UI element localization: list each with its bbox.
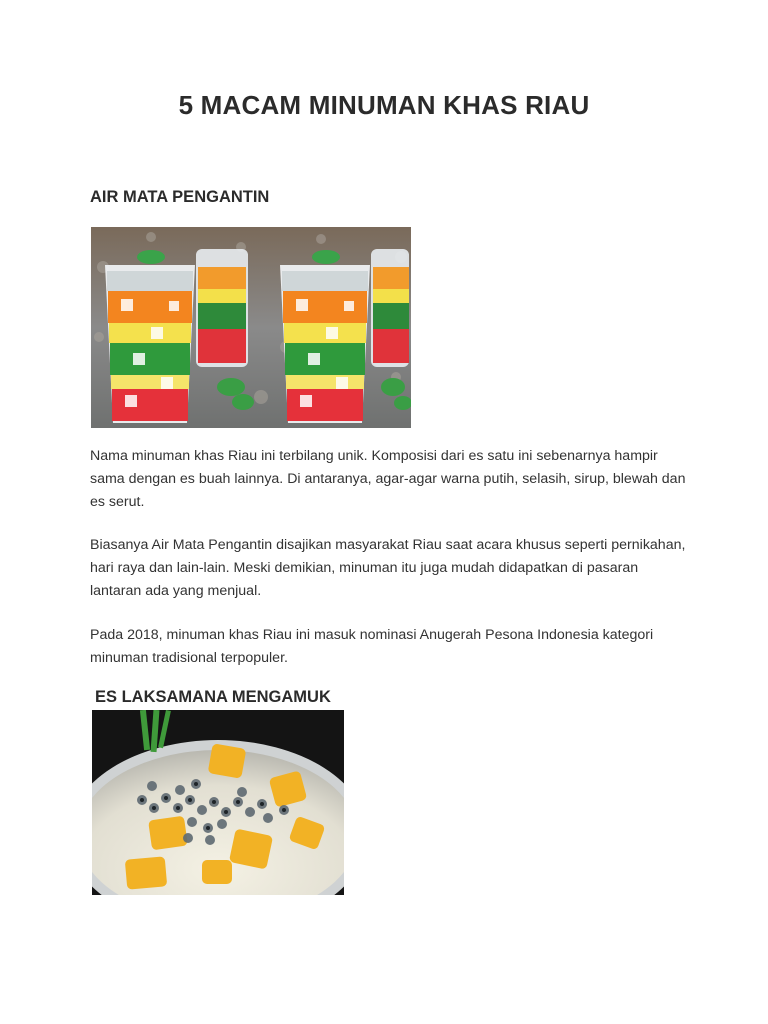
air-mata-pengantin-photo xyxy=(91,227,411,428)
es-laksamana-mengamuk-photo xyxy=(92,710,344,895)
section-heading-es-laksamana-mengamuk: ES LAKSAMANA MENGAMUK xyxy=(95,688,331,706)
section-heading-air-mata-pengantin: AIR MATA PENGANTIN xyxy=(90,188,270,206)
paragraph-penyajian: Biasanya Air Mata Pengantin disajikan masyarakat Riau saat acara khusus seperti pernikahan, hari raya dan lain-lain. Meski demikian, minuman itu juga mudah didapatkan di pasaran lantaran ada yang menjual. xyxy=(90,537,686,599)
paragraph-komposisi: Nama minuman khas Riau ini terbilang unik. Komposisi dari es satu ini sebenarnya hampir sama dengan es buah lainnya. Di antaranya, agar-agar warna putih, selasih, sirup, blewah dan es serut. xyxy=(90,448,686,510)
paragraph-nominasi: Pada 2018, minuman khas Riau ini masuk nominasi Anugerah Pesona Indonesia kategori minuman tradisional terpopuler. xyxy=(90,627,654,666)
page-title: 5 MACAM MINUMAN KHAS RIAU xyxy=(178,90,590,120)
